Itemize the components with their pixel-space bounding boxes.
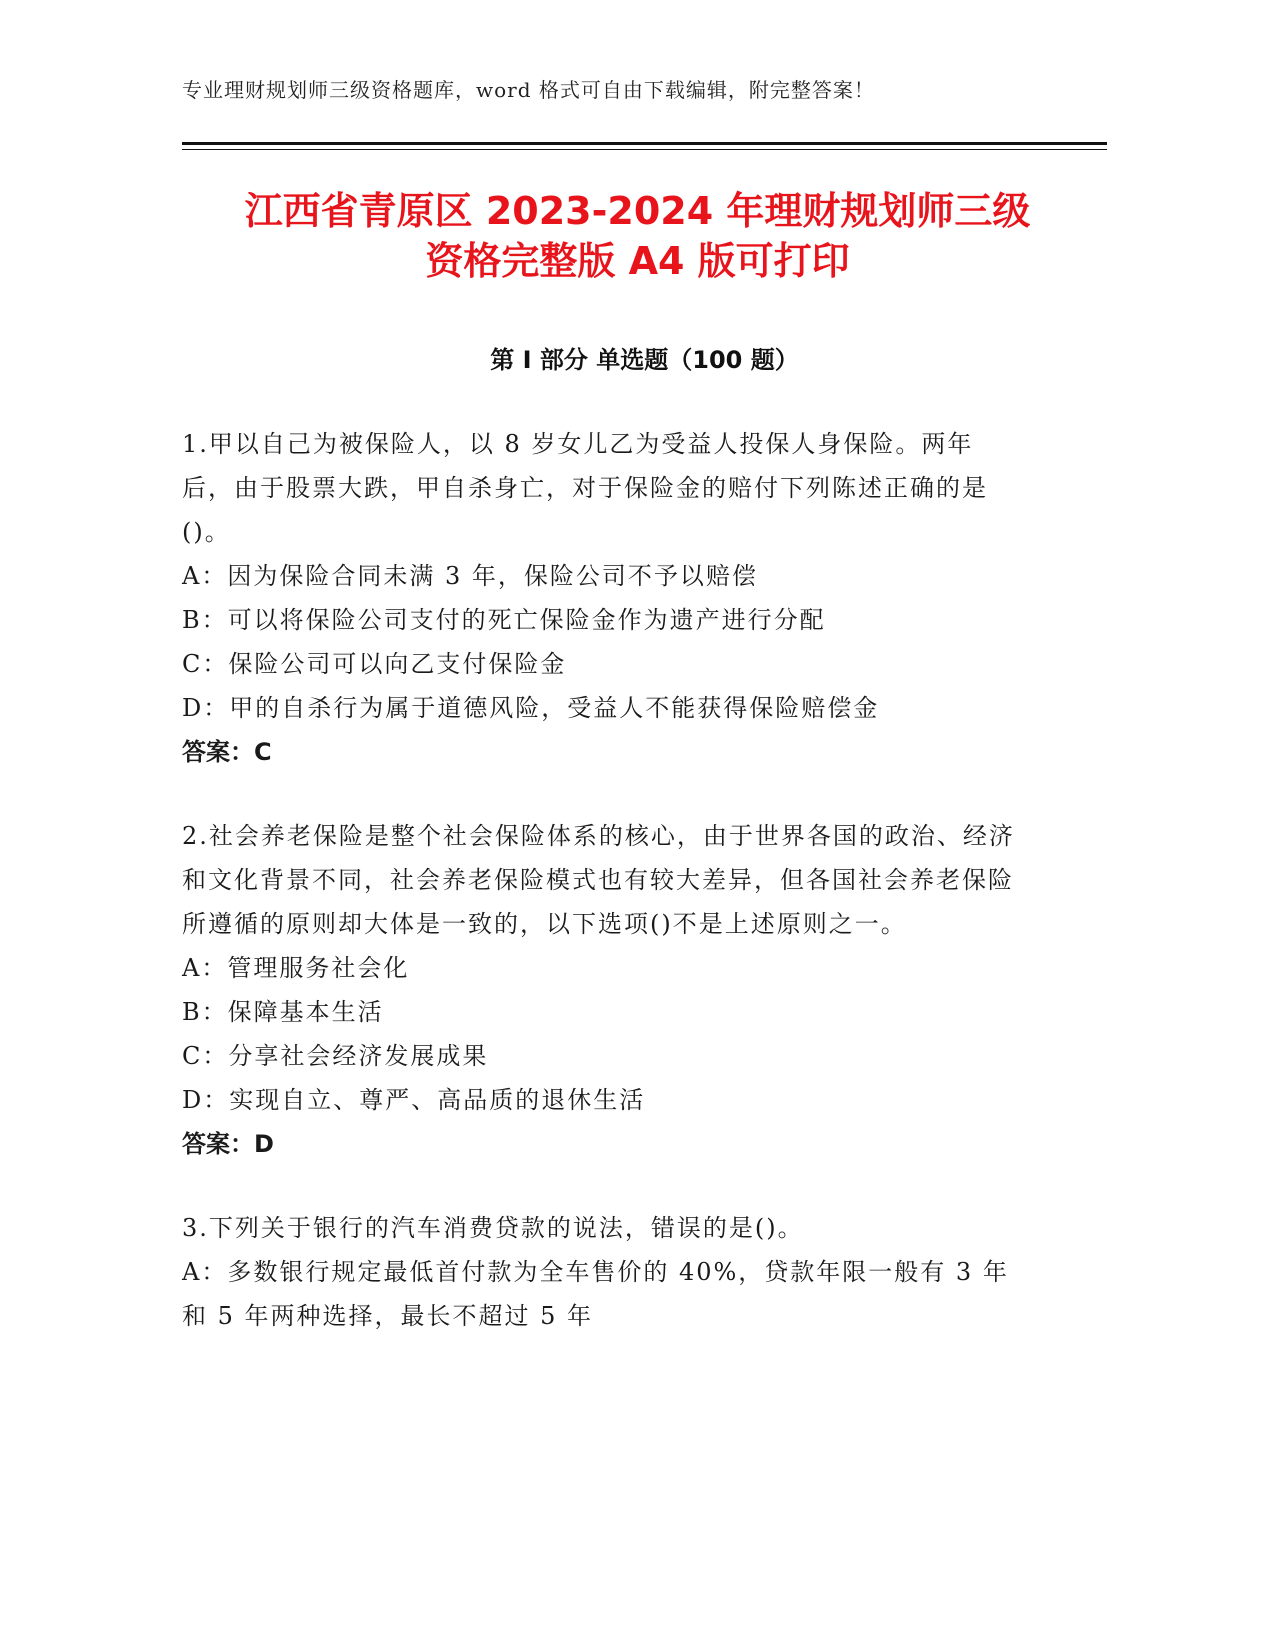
answer: 答案：D xyxy=(182,1130,274,1158)
option-b: B：可以将保险公司支付的死亡保险金作为遗产进行分配 xyxy=(182,606,826,634)
question-3 xyxy=(182,1206,1022,1338)
document-title-line-2: 资格完整版 A4 版可打印 xyxy=(425,239,850,283)
option-b: B：保障基本生活 xyxy=(182,998,384,1026)
option-c: C：保险公司可以向乙支付保险金 xyxy=(182,650,567,678)
option-d: D：实现自立、尊严、高品质的退休生活 xyxy=(182,1086,646,1114)
question-2 xyxy=(182,814,1022,1166)
header-divider-thin xyxy=(182,149,1107,150)
answer: 答案：C xyxy=(182,738,272,766)
question-text: 3.下列关于银行的汽车消费贷款的说法，错误的是()。 xyxy=(182,1214,804,1242)
question-list xyxy=(182,422,1022,1378)
question-text: 1.甲以自己为被保险人，以 8 岁女儿乙为受益人投保人身保险。两年后，由于股票大跌，甲自杀身亡，对于保险金的赔付下列陈述正确的是()。 xyxy=(182,430,988,546)
document-title-line-1: 江西省青原区 2023-2024 年理财规划师三级 xyxy=(244,189,1031,233)
header-divider-thick xyxy=(182,142,1107,145)
option-c: C：分享社会经济发展成果 xyxy=(182,1042,489,1070)
section-title: 第 I 部分 单选题（100 题） xyxy=(490,346,799,374)
question-text: 2.社会养老保险是整个社会保险体系的核心，由于世界各国的政治、经济和文化背景不同，社会养老保险模式也有较大差异，但各国社会养老保险所遵循的原则却大体是一致的，以下选项()不是上述原则之一。 xyxy=(182,822,1015,938)
question-1 xyxy=(182,422,1022,774)
option-a: A：因为保险合同未满 3 年，保险公司不予以赔偿 xyxy=(182,562,758,590)
option-a: A：多数银行规定最低首付款为全车售价的 40%，贷款年限一般有 3 年和 5 年两种选择，最长不超过 5 年 xyxy=(182,1258,1009,1330)
option-a: A：管理服务社会化 xyxy=(182,954,410,982)
option-d: D：甲的自杀行为属于道德风险，受益人不能获得保险赔偿金 xyxy=(182,694,880,722)
document-title xyxy=(150,186,1125,286)
page-header-note: 专业理财规划师三级资格题库，word 格式可自由下载编辑，附完整答案！ xyxy=(182,78,875,102)
